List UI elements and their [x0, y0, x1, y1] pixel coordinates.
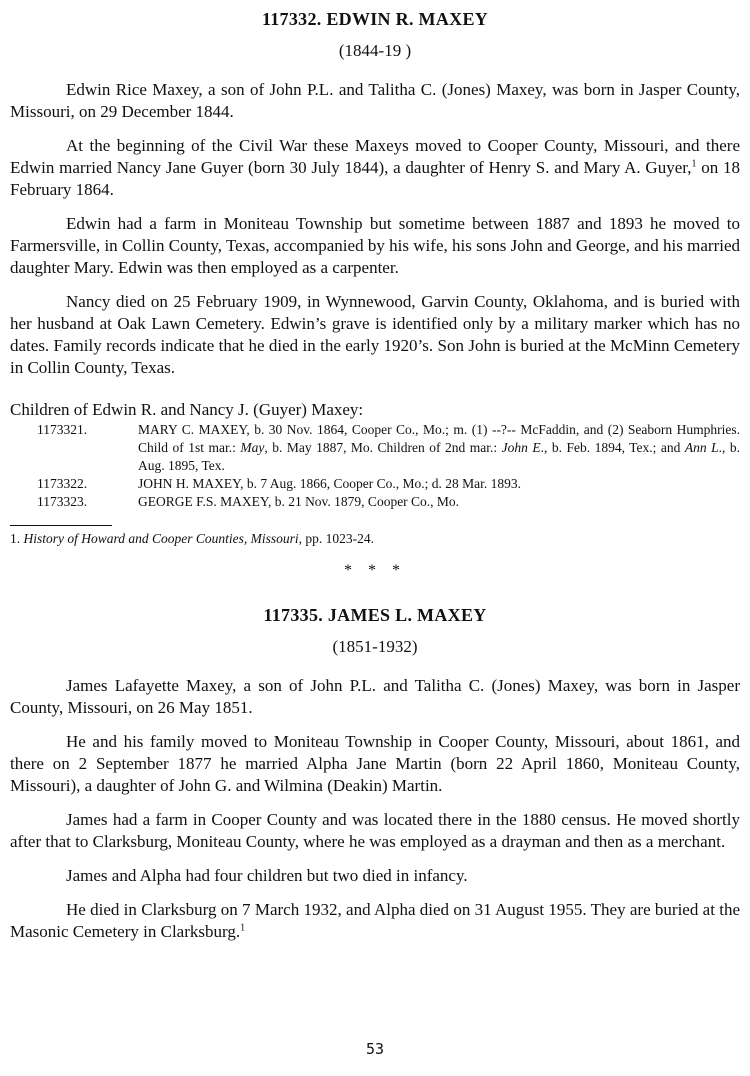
child-number: 1173321.	[37, 422, 88, 437]
footnote-source-title: History of Howard and Cooper Counties, Missouri	[23, 531, 299, 546]
paragraph-death-nancy: Nancy died on 25 February 1909, in Wynnewood, Garvin County, Oklahoma, and is buried with her husband at Oak Lawn Cemetery. Edwin’s grave is identified only by a military marker which has no dates. Family records indicate that he died in the early 1920’s. Son John is buried at the McMinn Cemetery in Collin County, Texas.	[10, 292, 740, 377]
children-list-title: Children of Edwin R. and Nancy J. (Guyer) Maxey:	[10, 400, 364, 419]
page-number: 53	[365, 1040, 385, 1058]
footnote-divider	[10, 525, 112, 526]
child-entry-mary	[37, 421, 740, 475]
child-text: JOHN H. MAXEY, b. 7 Aug. 1866, Cooper Co., Mo.; d. 28 Mar. 1893.	[138, 476, 522, 491]
child-number: 1173322.	[37, 476, 88, 491]
footnote-ref: 1	[691, 158, 697, 170]
footnote-number: 1.	[10, 531, 21, 546]
paragraph-birth-edwin: Edwin Rice Maxey, a son of John P.L. and Talitha C. (Jones) Maxey, was born in Jasper County, Missouri, on 29 December 1844.	[10, 80, 740, 121]
footnote-ref: 1	[240, 922, 246, 934]
footnote-pages: , pp. 1023-24.	[298, 531, 375, 546]
child-name-italic: May	[240, 440, 265, 455]
paragraph-farm-edwin: Edwin had a farm in Moniteau Township but sometime between 1887 and 1893 he moved to Farmersville, in Collin County, Texas, accompanied by his wife, his sons John and George, and his married daughter Mary. Edwin was then employed as a carpenter.	[10, 214, 740, 277]
section-dates-james: (1851-1932)	[332, 637, 418, 656]
child-name-italic: Ann L	[684, 440, 719, 455]
paragraph-marriage-james: He and his family moved to Moniteau Township in Cooper County, Missouri, about 1861, and there on 2 September 1877 he married Alpha Jane Martin (born 22 April 1860, Moniteau County, Missouri), a daughter of John G. and Wilmina (Deakin) Martin.	[10, 732, 740, 795]
paragraph-children-james: James and Alpha had four children but two died in infancy.	[66, 866, 468, 885]
footnote	[10, 530, 740, 548]
paragraph-death-text: He died in Clarksburg on 7 March 1932, and Alpha died on 31 August 1955. They are buried at the Masonic Cemetery in Clarksburg.	[10, 900, 740, 941]
paragraph-birth-james: James Lafayette Maxey, a son of John P.L. and Talitha C. (Jones) Maxey, was born in Jasper County, Missouri, on 26 May 1851.	[10, 676, 740, 717]
section-heading-james: 117335. JAMES L. MAXEY	[263, 605, 487, 625]
paragraph-marriage-edwin	[10, 135, 740, 201]
child-text: GEORGE F.S. MAXEY, b. 21 Nov. 1879, Cooper Co., Mo.	[138, 494, 460, 509]
paragraph-death-james	[10, 899, 740, 943]
child-text: MARY C. MAXEY, b. 30 Nov. 1864, Cooper Co., Mo.; m. (1) --?-- McFaddin, and (2) Seaborn Humphries. Child of 1st mar.:	[138, 422, 740, 455]
paragraph-farm-james: James had a farm in Cooper County and was located there in the 1880 census. He moved shortly after that to Clarksburg, Moniteau County, where he was employed as a drayman and then as a merchant.	[10, 810, 740, 851]
section-separator: * * *	[344, 562, 406, 579]
paragraph-marriage-text: At the beginning of the Civil War these Maxeys moved to Cooper County, Missouri, and there Edwin married Nancy Jane Guyer (born 30 July 1844), a daughter of Henry S. and Mary A. Guyer,	[10, 136, 740, 177]
section-heading-edwin: 117332. EDWIN R. MAXEY	[261, 9, 489, 29]
paragraph-marriage-tail: on 18 February 1864.	[10, 158, 740, 199]
child-number: 1173323.	[37, 494, 88, 509]
child-text: , b. May 1887, Mo. Children of 2nd mar.:	[264, 440, 502, 455]
child-text: ., b. Aug. 1895, Tex.	[138, 440, 740, 473]
document-page	[10, 8, 740, 943]
child-name-italic: John E	[501, 440, 541, 455]
child-text: ., b. Feb. 1894, Tex.; and	[540, 440, 685, 455]
section-dates-edwin: (1844-19 )	[338, 41, 412, 60]
child-entry-john	[37, 475, 740, 493]
child-entry-george	[37, 493, 740, 511]
